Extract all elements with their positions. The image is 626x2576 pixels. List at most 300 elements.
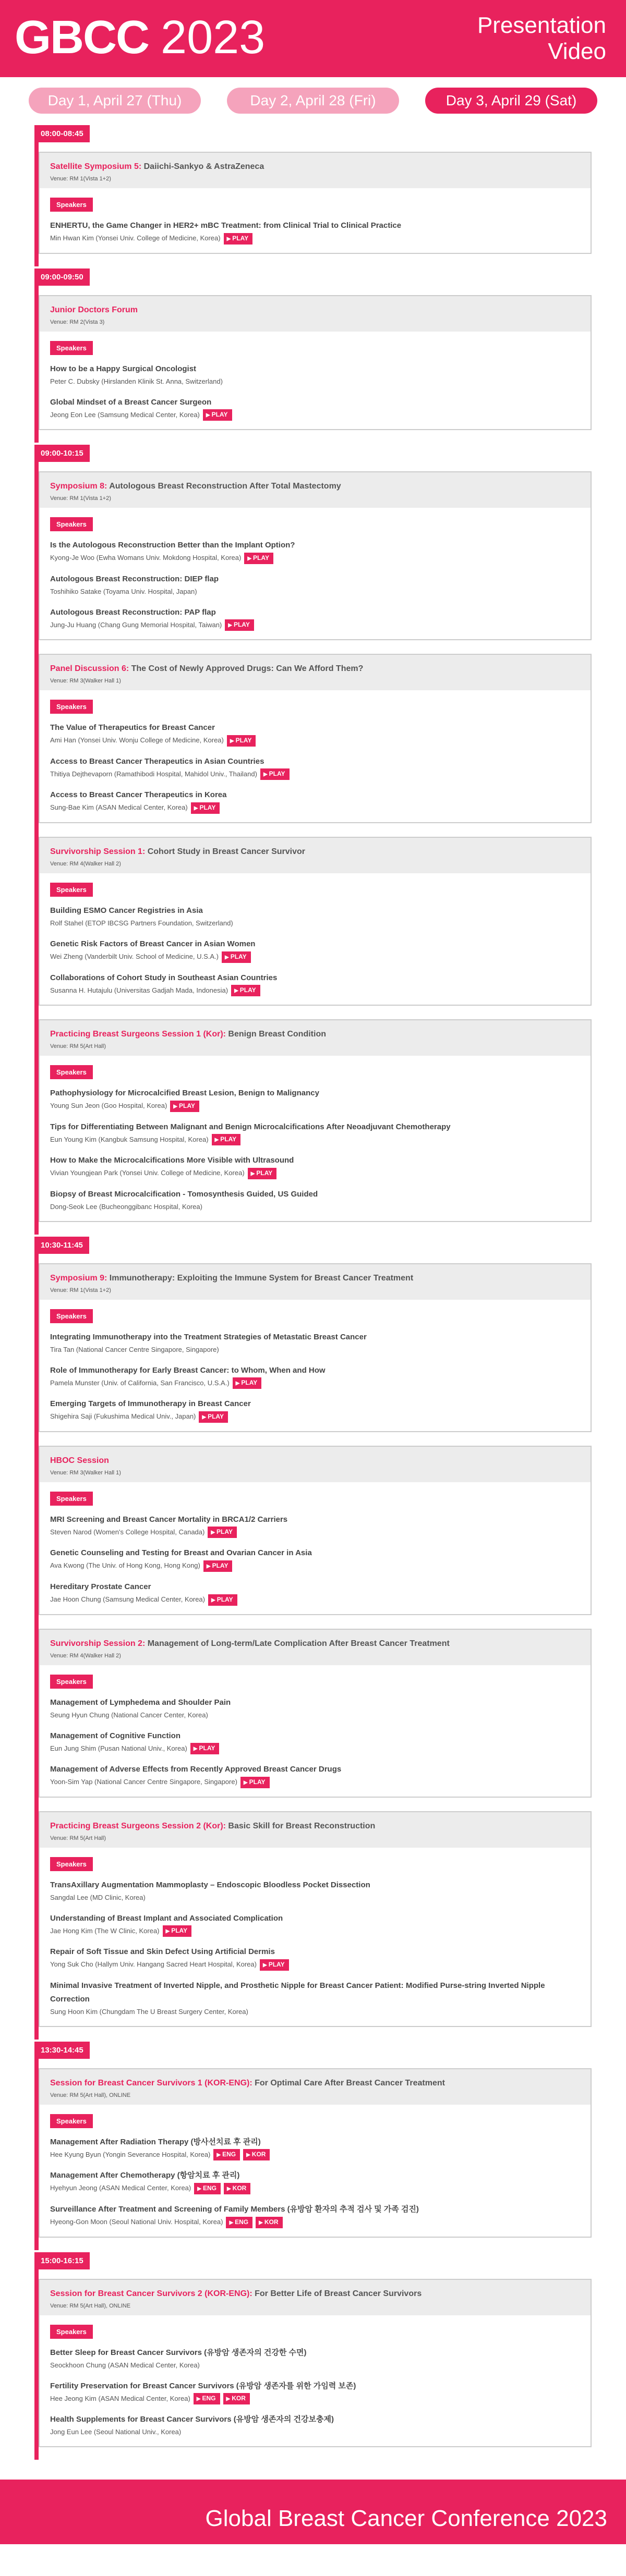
play-button[interactable]	[203, 409, 232, 421]
talk-speaker: Ava Kwong (The Univ. of Hong Kong, Hong Kong)	[50, 1561, 200, 1570]
session-body	[40, 1300, 591, 1431]
speakers-label: Speakers	[50, 700, 93, 714]
play-button[interactable]	[240, 1777, 270, 1788]
session-venue: Venue: RM 5(Art Hall)	[50, 1043, 106, 1050]
talk-speaker-line	[50, 1594, 580, 1606]
play-button[interactable]	[260, 768, 290, 780]
session-header	[40, 1264, 591, 1300]
play-button[interactable]	[199, 1411, 228, 1423]
talk-item	[50, 539, 580, 564]
play-button[interactable]	[190, 1743, 220, 1754]
tab-day-1[interactable]: Day 1, April 27 (Thu)	[29, 88, 201, 114]
talk-item	[50, 2169, 580, 2194]
talk-title: Autologous Breast Reconstruction: PAP flap	[50, 607, 216, 617]
talk-title: Management of Lymphedema and Shoulder Pain	[50, 1698, 231, 1707]
kor-button[interactable]	[243, 2149, 270, 2160]
talk-speaker: Peter C. Dubsky (Hirslanden Klinik St. Anna, Switzerland)	[50, 377, 223, 385]
play-icon: ▶	[246, 2152, 250, 2158]
talk-item	[50, 1364, 580, 1389]
session-body	[40, 188, 591, 253]
talk-title: Autologous Breast Reconstruction: DIEP flap	[50, 574, 219, 583]
play-button[interactable]	[163, 1925, 192, 1937]
session-title-accent: Satellite Symposium 5:	[50, 162, 142, 171]
talk-item	[50, 1086, 580, 1112]
session-title	[50, 1822, 580, 1831]
program-content	[0, 123, 626, 2460]
speakers-label: Speakers	[50, 883, 93, 897]
talk-speaker-line	[50, 1344, 580, 1356]
play-label: PLAY	[235, 736, 252, 744]
talk-speaker-line	[50, 1892, 580, 1903]
play-label: PLAY	[216, 1528, 233, 1536]
header	[0, 0, 626, 77]
talk-item	[50, 1878, 580, 1903]
session-header	[40, 838, 591, 873]
play-button[interactable]	[225, 619, 254, 631]
play-icon: ▶	[206, 1564, 211, 1569]
session-title-accent: Survivorship Session 1:	[50, 847, 146, 856]
kor-label: KOR	[232, 2395, 246, 2402]
day-tabs	[0, 88, 626, 114]
kor-button[interactable]	[224, 2183, 250, 2194]
time-slot: 08:00-08:45	[34, 125, 90, 142]
talk-speaker: Seung Hyun Chung (National Cancer Center, Korea)	[50, 1711, 208, 1719]
session-title-rest: Basic Skill for Breast Reconstruction	[225, 1821, 376, 1830]
talk-title: Management After Radiation Therapy (방사선치료 후 관리)	[50, 2137, 261, 2146]
session-title-accent: Practicing Breast Surgeons Session 1 (Kor):	[50, 1030, 226, 1039]
play-label: PLAY	[178, 1102, 195, 1109]
play-label: PLAY	[253, 554, 269, 561]
play-button[interactable]	[227, 735, 256, 747]
eng-button[interactable]	[194, 2393, 220, 2404]
talk-speaker-line	[50, 1527, 580, 1539]
session-card	[39, 295, 592, 431]
play-label: PLAY	[256, 1169, 273, 1177]
session-header	[40, 1020, 591, 1056]
session-venue: Venue: RM 3(Walker Hall 1)	[50, 678, 121, 685]
play-button[interactable]	[224, 233, 253, 245]
session-title	[50, 2289, 580, 2299]
talk-speaker-line	[50, 586, 580, 597]
play-button[interactable]	[231, 985, 260, 996]
session-title	[50, 306, 580, 315]
talk-speaker: Rolf Stahel (ETOP IBCSG Partners Foundation, Switzerland)	[50, 919, 233, 927]
presentation-video-title: Presentation Video	[477, 13, 606, 64]
talk-title: Minimal Invasive Treatment of Inverted Nipple, and Prosthetic Nipple for Breast Cancer Patient: Modified Purse-string Inverted Nipple Correction	[50, 1981, 545, 2004]
talk-item	[50, 606, 580, 631]
eng-label: ENG	[235, 2218, 249, 2226]
talk-speaker: Susanna H. Hutajulu (Universitas Gadjah Mada, Indonesia)	[50, 986, 228, 994]
talk-title: Health Supplements for Breast Cancer Survivors (유방암 생존자의 건강보충제)	[50, 2415, 334, 2424]
play-button[interactable]	[208, 1527, 237, 1538]
talk-item	[50, 2346, 580, 2371]
talk-speaker: Sung Hoon Kim (Chungdam The U Breast Surgery Center, Korea)	[50, 2007, 248, 2016]
play-icon: ▶	[196, 2396, 201, 2402]
play-label: PLAY	[208, 1412, 224, 1420]
session-title-accent: Survivorship Session 2:	[50, 1639, 146, 1648]
session-title-accent: Junior Doctors Forum	[50, 305, 138, 314]
session-title-rest: The Cost of Newly Approved Drugs: Can We Afford Them?	[129, 664, 364, 674]
talk-speaker: Jong Eun Lee (Seoul National Univ., Korea)	[50, 2428, 182, 2436]
kor-button[interactable]	[223, 2393, 250, 2404]
talk-title: Access to Breast Cancer Therapeutics in Asian Countries	[50, 756, 264, 766]
session-body	[40, 2105, 591, 2237]
play-icon: ▶	[193, 1746, 198, 1752]
session-title-accent: Panel Discussion 6:	[50, 664, 129, 674]
session-card	[39, 471, 592, 640]
talk-speaker-line	[50, 2426, 580, 2438]
time-block	[34, 286, 592, 443]
talk-speaker-line	[50, 1776, 580, 1788]
talk-item	[50, 1546, 580, 1572]
play-icon: ▶	[243, 1779, 248, 1786]
talk-speaker: Jung-Ju Huang (Chang Gung Memorial Hospital, Taiwan)	[50, 620, 222, 629]
session-title	[50, 664, 580, 674]
session-header	[40, 2280, 591, 2315]
session-venue: Venue: RM 5(Art Hall)	[50, 1835, 106, 1841]
talk-title: MRI Screening and Breast Cancer Mortality in BRCA1/2 Carriers	[50, 1515, 288, 1524]
talk-title: Management After Chemotherapy (항암치료 후 관리)	[50, 2171, 240, 2180]
play-button[interactable]	[212, 1134, 241, 1145]
talk-speaker: Shigehira Saji (Fukushima Medical Univ., Japan)	[50, 1412, 196, 1421]
eng-label: ENG	[222, 2151, 236, 2158]
play-label: PLAY	[230, 953, 247, 960]
time-block	[34, 2059, 592, 2250]
session-card	[39, 2068, 592, 2238]
session-header	[40, 2069, 591, 2105]
session-title-accent: Practicing Breast Surgeons Session 2 (Kor):	[50, 1821, 226, 1830]
talk-speaker: Eun Jung Shim (Pusan National Univ., Korea)	[50, 1744, 187, 1752]
talk-speaker-line	[50, 233, 580, 245]
talk-item	[50, 572, 580, 597]
talk-speaker-line	[50, 1959, 580, 1971]
talk-speaker-line	[50, 768, 580, 780]
session-header	[40, 153, 591, 188]
talk-item	[50, 1696, 580, 1721]
play-label: PLAY	[249, 1778, 266, 1786]
session-title	[50, 2079, 580, 2088]
play-label: PLAY	[171, 1927, 188, 1935]
talk-speaker: Kyong-Je Woo (Ewha Womans Univ. Mokdong Hospital, Korea)	[50, 554, 242, 562]
talk-title: Hereditary Prostate Cancer	[50, 1582, 151, 1591]
play-icon: ▶	[226, 2186, 231, 2192]
play-icon: ▶	[262, 1962, 267, 1968]
play-label: PLAY	[269, 770, 285, 778]
footer-title: Global Breast Cancer Conference 2023	[205, 2506, 607, 2532]
play-icon: ▶	[173, 1103, 177, 1109]
session-venue: Venue: RM 5(Art Hall), ONLINE	[50, 2302, 131, 2309]
play-icon: ▶	[206, 412, 210, 419]
talk-speaker: Seockhoon Chung (ASAN Medical Center, Korea)	[50, 2361, 200, 2369]
talk-speaker-line	[50, 1411, 580, 1423]
play-label: PLAY	[241, 1379, 258, 1387]
session-card	[39, 1446, 592, 1615]
talk-speaker: Hyeong-Gon Moon (Seoul National Univ. Hospital, Korea)	[50, 2217, 223, 2226]
session-body	[40, 1056, 591, 1221]
session-title-accent: Symposium 9:	[50, 1273, 107, 1283]
talk-speaker-line	[50, 2182, 580, 2194]
session-title-rest: Autologous Breast Reconstruction After Total Mastectomy	[107, 482, 341, 491]
session-venue: Venue: RM 4(Walker Hall 2)	[50, 1652, 121, 1659]
session-card	[39, 654, 592, 823]
gbcc-logo: GBCC 2023	[15, 11, 266, 64]
talk-speaker-line	[50, 1100, 580, 1112]
talk-speaker-line	[50, 1743, 580, 1755]
play-label: PLAY	[212, 1562, 228, 1569]
talk-speaker: Yong Suk Cho (Hallym Univ. Hangang Sacred Heart Hospital, Korea)	[50, 1960, 257, 1969]
speakers-label: Speakers	[50, 341, 93, 355]
play-button[interactable]	[233, 1377, 262, 1389]
talk-speaker: Hee Jeong Kim (ASAN Medical Center, Korea)	[50, 2394, 190, 2402]
session-title	[50, 1456, 580, 1466]
session-title	[50, 1274, 580, 1283]
talk-item	[50, 721, 580, 747]
talk-title: Access to Breast Cancer Therapeutics in Korea	[50, 790, 227, 800]
speakers-label: Speakers	[50, 1065, 93, 1079]
speakers-label: Speakers	[50, 1675, 93, 1689]
session-title-rest: Immunotherapy: Exploiting the Immune System for Breast Cancer Treatment	[107, 1273, 414, 1283]
talk-title: Role of Immunotherapy for Early Breast Cancer: to Whom, When and How	[50, 1365, 326, 1375]
time-block	[34, 1254, 592, 2040]
talk-title: Repair of Soft Tissue and Skin Defect Using Artificial Dermis	[50, 1947, 275, 1957]
talk-title: Tips for Differentiating Between Malignant and Benign Microcalcifications After Neoadjuvant Chemotherapy	[50, 1122, 451, 1131]
talk-speaker: Vivian Youngjean Park (Yonsei Univ. College of Medicine, Korea)	[50, 1169, 245, 1177]
talk-title: Pathophysiology for Microcalcified Breast Lesion, Benign to Malignancy	[50, 1089, 319, 1098]
play-button[interactable]	[203, 1560, 233, 1572]
talk-speaker: Ami Han (Yonsei Univ. Wonju College of Medicine, Korea)	[50, 736, 224, 744]
session-header	[40, 1447, 591, 1482]
time-block	[34, 2269, 592, 2460]
session-title-rest: Management of Long-term/Late Complication After Breast Cancer Treatment	[145, 1639, 450, 1648]
talk-title: Emerging Targets of Immunotherapy in Breast Cancer	[50, 1399, 251, 1409]
time-slot: 10:30-11:45	[34, 1237, 89, 1254]
talk-speaker: Toshihiko Satake (Toyama Univ. Hospital, Japan)	[50, 587, 197, 595]
speakers-label: Speakers	[50, 517, 93, 531]
session-body	[40, 1665, 591, 1797]
talk-speaker-line	[50, 985, 580, 997]
play-label: PLAY	[216, 1595, 233, 1603]
talk-speaker: Young Sun Jeon (Goo Hospital, Korea)	[50, 1102, 167, 1110]
tab-day-2[interactable]: Day 2, April 28 (Fri)	[227, 88, 399, 114]
play-icon: ▶	[235, 1381, 240, 1387]
eng-button[interactable]	[194, 2183, 221, 2194]
talk-speaker: Dong-Seok Lee (Bucheonggibanc Hospital, Korea)	[50, 1202, 202, 1211]
kor-button[interactable]	[256, 2217, 282, 2228]
talk-speaker: Pamela Munster (Univ. of California, San Francisco, U.S.A.)	[50, 1378, 230, 1387]
talk-speaker: Min Hwan Kim (Yonsei Univ. College of Medicine, Korea)	[50, 234, 221, 242]
kor-label: KOR	[264, 2218, 279, 2226]
talk-speaker: Yoon-Sim Yap (National Cancer Centre Singapore, Singapore)	[50, 1778, 237, 1786]
play-icon: ▶	[216, 2152, 221, 2158]
session-header	[40, 1812, 591, 1848]
play-label: PLAY	[199, 1744, 215, 1752]
talk-speaker: Wei Zheng (Vanderbilt Univ. School of Medicine, U.S.A.)	[50, 952, 219, 960]
talk-item	[50, 755, 580, 780]
talk-title: Is the Autologous Reconstruction Better than the Implant Option?	[50, 541, 295, 550]
play-label: PLAY	[220, 1136, 237, 1143]
play-button[interactable]	[191, 802, 220, 814]
talk-speaker: Tira Tan (National Cancer Centre Singapore, Singapore)	[50, 1345, 219, 1353]
talk-item	[50, 2413, 580, 2438]
talk-speaker-line	[50, 1201, 580, 1213]
tab-day-3[interactable]: Day 3, April 29 (Sat)	[425, 88, 597, 114]
session-title-rest: Cohort Study in Breast Cancer Survivor	[145, 847, 306, 856]
talk-speaker: Eun Young Kim (Kangbuk Samsung Hospital, Korea)	[50, 1135, 209, 1143]
speakers-label: Speakers	[50, 198, 93, 212]
talk-speaker: Jeong Eon Lee (Samsung Medical Center, Korea)	[50, 410, 200, 419]
session-card	[39, 2279, 592, 2448]
talk-speaker-line	[50, 2360, 580, 2371]
play-icon: ▶	[211, 1597, 215, 1603]
session-title-rest: Daiichi-Sankyo & AstraZeneca	[141, 162, 264, 171]
talk-item	[50, 2379, 580, 2405]
time-slot: 15:00-16:15	[34, 2252, 90, 2269]
eng-button[interactable]	[213, 2149, 240, 2160]
session-title-rest: For Better Life of Breast Cancer Survivors	[252, 2289, 422, 2298]
session-title-accent: Symposium 8:	[50, 482, 107, 491]
session-body	[40, 873, 591, 1005]
talk-item	[50, 219, 580, 245]
speakers-label: Speakers	[50, 1857, 93, 1871]
talk-title: Surveillance After Treatment and Screening of Family Members (유방암 환자의 추적 검사 및 가족 검진)	[50, 2204, 419, 2214]
talk-speaker-line	[50, 1925, 580, 1937]
play-icon: ▶	[228, 622, 232, 629]
session-title-accent: Session for Breast Cancer Survivors 1 (KOR-ENG):	[50, 2078, 252, 2087]
talk-speaker-line	[50, 2149, 580, 2161]
play-button[interactable]	[248, 1168, 277, 1179]
session-card	[39, 1811, 592, 2027]
talk-title: Management of Cognitive Function	[50, 1731, 180, 1740]
talk-speaker-line	[50, 802, 580, 814]
talk-item	[50, 1580, 580, 1606]
talk-speaker-line	[50, 409, 580, 421]
session-venue: Venue: RM 1(Vista 1+2)	[50, 495, 111, 502]
session-body	[40, 1848, 591, 2026]
session-title	[50, 847, 580, 857]
talk-speaker-line	[50, 951, 580, 963]
play-icon: ▶	[250, 1170, 255, 1177]
play-button[interactable]	[244, 553, 273, 564]
play-button[interactable]	[170, 1101, 199, 1112]
talk-speaker-line	[50, 619, 580, 631]
talk-title: Biopsy of Breast Microcalcification - Tomosynthesis Guided, US Guided	[50, 1189, 318, 1199]
play-label: PLAY	[268, 1960, 285, 1968]
eng-button[interactable]	[226, 2217, 252, 2228]
play-icon: ▶	[247, 555, 252, 561]
play-button[interactable]	[208, 1594, 237, 1606]
play-icon: ▶	[197, 2186, 201, 2192]
talk-title: Genetic Risk Factors of Breast Cancer in Asian Women	[50, 939, 256, 948]
session-venue: Venue: RM 1(Vista 1+2)	[50, 176, 111, 182]
talk-speaker: Jae Hong Kim (The W Clinic, Korea)	[50, 1926, 160, 1935]
play-label: PLAY	[233, 621, 250, 629]
talk-speaker-line	[50, 918, 580, 929]
talk-title: Integrating Immunotherapy into the Treatment Strategies of Metastatic Breast Cancer	[50, 1332, 367, 1341]
session-venue: Venue: RM 5(Art Hall), ONLINE	[50, 2092, 131, 2098]
talk-item	[50, 1729, 580, 1755]
talk-speaker: Jae Hoon Chung (Samsung Medical Center, Korea)	[50, 1595, 205, 1603]
talk-speaker-line	[50, 376, 580, 387]
talk-speaker: Sangdal Lee (MD Clinic, Korea)	[50, 1893, 146, 1901]
session-body	[40, 2315, 591, 2447]
talk-title: Collaborations of Cohort Study in Southeast Asian Countries	[50, 973, 278, 982]
talk-title: How to be a Happy Surgical Oncologist	[50, 364, 197, 373]
play-icon: ▶	[202, 1414, 207, 1420]
talk-title: Building ESMO Cancer Registries in Asia	[50, 906, 203, 915]
talk-item	[50, 396, 580, 421]
talk-title: Understanding of Breast Implant and Associated Complication	[50, 1913, 283, 1923]
play-label: PLAY	[239, 986, 256, 994]
session-card	[39, 1263, 592, 1432]
session-header	[40, 1630, 591, 1665]
session-title	[50, 1030, 580, 1039]
session-header	[40, 472, 591, 508]
time-slot: 09:00-09:50	[34, 268, 90, 286]
play-icon: ▶	[259, 2219, 263, 2226]
session-title-rest: For Optimal Care After Breast Cancer Treatment	[252, 2078, 445, 2087]
time-slot: 13:30-14:45	[34, 2042, 90, 2059]
play-icon: ▶	[226, 2396, 231, 2402]
talk-speaker-line	[50, 1560, 580, 1572]
play-icon: ▶	[194, 805, 198, 811]
talk-title: ENHERTU, the Game Changer in HER2+ mBC Treatment: from Clinical Trial to Clinical Practice	[50, 221, 402, 230]
talk-item	[50, 788, 580, 814]
time-slot: 09:00-10:15	[34, 445, 90, 462]
talk-item	[50, 1330, 580, 1356]
play-icon: ▶	[226, 236, 231, 242]
time-block	[34, 462, 592, 1235]
talk-title: Genetic Counseling and Testing for Breast and Ovarian Cancer in Asia	[50, 1548, 312, 1558]
kor-label: KOR	[232, 2184, 247, 2192]
play-icon: ▶	[263, 772, 268, 778]
session-header	[40, 655, 591, 690]
talk-title: How to Make the Microcalcifications More Visible with Ultrasound	[50, 1156, 294, 1165]
talk-speaker: Steven Narod (Women's College Hospital, Canada)	[50, 1528, 205, 1536]
session-title	[50, 162, 580, 172]
talk-item	[50, 1154, 580, 1179]
talk-title: Management of Adverse Effects from Recently Approved Breast Cancer Drugs	[50, 1765, 342, 1774]
time-block	[34, 142, 592, 266]
talk-title: Fertility Preservation for Breast Cancer Survivors (유방암 생존자를 위한 가임력 보존)	[50, 2381, 356, 2390]
play-button[interactable]	[260, 1959, 289, 1971]
session-card	[39, 1019, 592, 1222]
talk-item	[50, 1945, 580, 1971]
play-icon: ▶	[230, 738, 234, 744]
play-label: PLAY	[199, 803, 216, 811]
session-venue: Venue: RM 1(Vista 1+2)	[50, 1287, 111, 1293]
eng-label: ENG	[202, 2184, 216, 2192]
talk-item	[50, 1979, 580, 2018]
talk-item	[50, 2203, 580, 2228]
speakers-label: Speakers	[50, 2325, 93, 2339]
session-title-accent: Session for Breast Cancer Survivors 2 (KOR-ENG):	[50, 2289, 252, 2298]
talk-item	[50, 904, 580, 929]
kor-label: KOR	[251, 2151, 266, 2158]
talk-speaker-line	[50, 2393, 580, 2405]
play-label: PLAY	[232, 234, 249, 242]
play-icon: ▶	[229, 2219, 234, 2226]
talk-speaker: Hyehyun Jeong (ASAN Medical Center, Korea)	[50, 2184, 191, 2192]
speakers-label: Speakers	[50, 2114, 93, 2128]
talk-item	[50, 362, 580, 387]
session-body	[40, 332, 591, 430]
talk-title: Global Mindset of a Breast Cancer Surgeon	[50, 397, 212, 407]
talk-item	[50, 2135, 580, 2161]
session-title	[50, 482, 580, 491]
play-button[interactable]	[222, 951, 251, 963]
talk-title: TransAxillary Augmentation Mammoplasty – Endoscopic Bloodless Pocket Dissection	[50, 1880, 370, 1889]
play-label: PLAY	[211, 411, 228, 419]
